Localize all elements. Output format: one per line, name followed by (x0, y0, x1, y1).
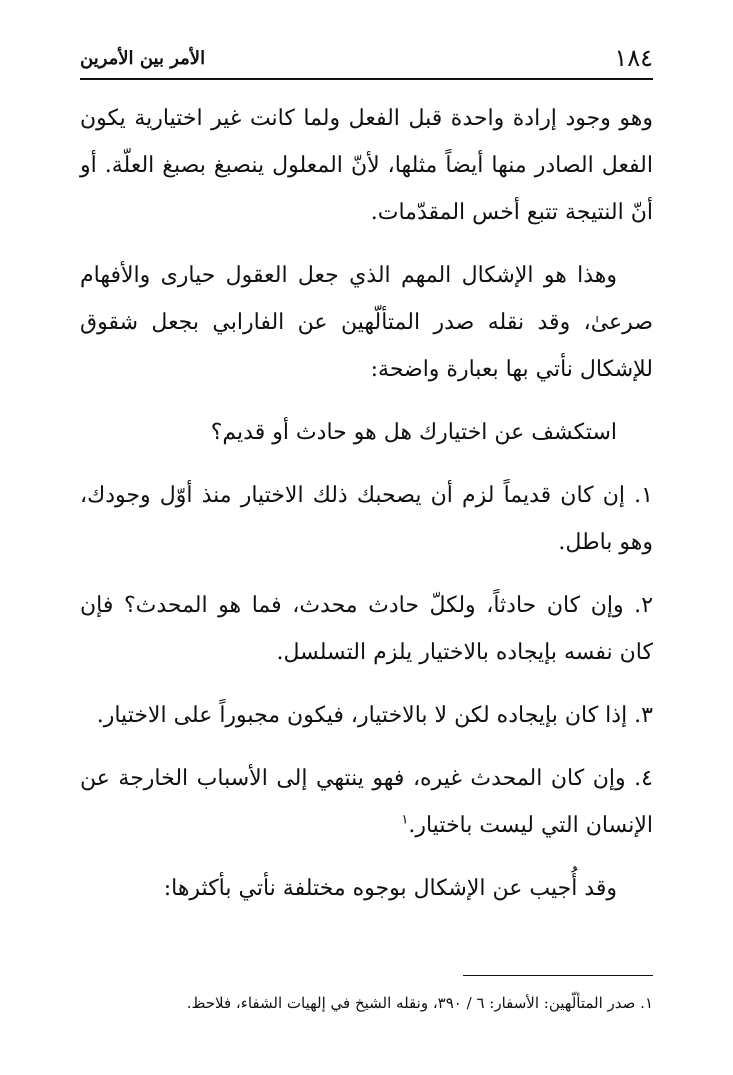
paragraph-1: وهو وجود إرادة واحدة قبل الفعل ولما كانت غير اختيارية يكون الفعل الصادر منها أيضاً مثلها، لأنّ المعلول ينصبغ بصبغ العلّة. أو أنّ النتيجة تتبع أخس المقدّمات. (80, 106, 653, 225)
list-item-2: ٢. وإن كان حادثاً، ولكلّ حادث محدث، فما هو المحدث؟ فإن كان نفسه بإيجاده بالاختيار يلزم التسلسل. (80, 593, 654, 665)
paragraph-closing: وقد أُجيب عن الإشكال بوجوه مختلفة نأتي بأكثرها: (163, 876, 617, 901)
paragraph-2: وهذا هو الإشكال المهم الذي جعل العقول حيارى والأفهام صرعىٰ، وقد نقله صدر المتألّهين عن الفارابي بجعل شقوق للإشكال نأتي بها بعبارة واضحة: (80, 263, 653, 382)
header-rule (80, 78, 653, 80)
page-number: ١٨٤ (614, 44, 653, 72)
list-item-3: ٣. إذا كان بإيجاده لكن لا بالاختيار، فيكون مجبوراً على الاختيار. (96, 703, 653, 728)
footnote-marker: ١ (401, 812, 409, 828)
list-item-4-text: ٤. وإن كان المحدث غيره، فهو ينتهي إلى الأسباب الخارجة عن الإنسان التي ليست باختيار. (80, 766, 653, 838)
list-item-4 (80, 755, 653, 849)
running-title: الأمر بين الأمرين (80, 48, 206, 69)
question-line: استكشف عن اختيارك هل هو حادث أو قديم؟ (210, 420, 617, 445)
footnote-rule (463, 975, 653, 976)
body-text (80, 95, 653, 928)
footnote-text: ١. صدر المتألّهين: الأسفار: ٦ / ٣٩٠، ونقله الشيخ في إلهيات الشفاء، فلاحظ. (186, 994, 653, 1012)
list-item-1: ١. إن كان قديماً لزم أن يصحبك ذلك الاختيار منذ أوّل وجودك، وهو باطل. (80, 483, 653, 555)
page-header (80, 36, 653, 76)
